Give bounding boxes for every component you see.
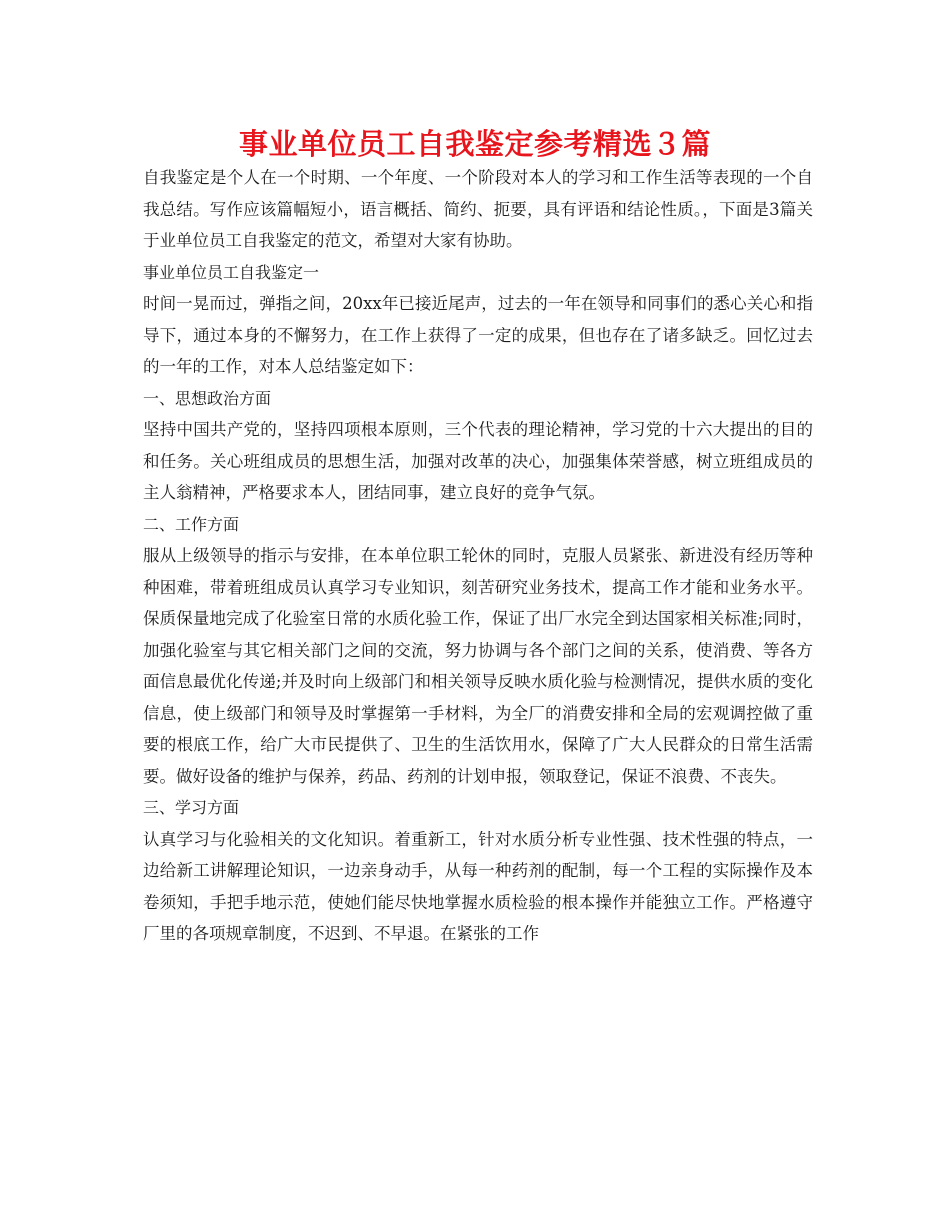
study-paragraph: 认真学习与化验相关的文化知识。着重新工，针对水质分析专业性强、技术性强的特点，一边给新工讲解理论知识，一边亲身动手，从每一种药剂的配制，每一个工程的实际操作及本卷须知，手把手地示范，使她们能尽快地掌握水质检验的根本操作并能独立工作。严格遵守厂里的各项规章制度，不迟到、不早退。在紧张的工作: [143, 829, 813, 943]
section-heading-study: 三、学习方面: [143, 798, 240, 817]
section-heading-work: 二、工作方面: [143, 514, 240, 534]
opening-paragraph: 时间一晃而过，弹指之间，20xx年已接近尾声，过去的一年在领导和同事们的悉心关心和指导下，通过本身的不懈努力，在工作上获得了一定的成果，但也存在了诸多缺乏。回忆过去的一年的工作，对本人总结鉴定如下：: [143, 294, 813, 376]
ideology-paragraph: 坚持中国共产党的，坚持四项根本原则，三个代表的理论精神，学习党的十六大提出的目的和任务。关心班组成员的思想生活，加强对改革的决心，加强集体荣誉感，树立班组成员的主人翁精神，严格要求本人，团结同事，建立良好的竞争气氛。: [143, 420, 813, 502]
section-heading-self-assessment-one: 事业单位员工自我鉴定一: [143, 262, 320, 282]
document-body: [143, 162, 813, 950]
work-paragraph: 服从上级领导的指示与安排，在本单位职工轮休的同时，克服人员紧张、新进没有经历等种种困难，带着班组成员认真学习专业知识，刻苦研究业务技术，提高工作才能和业务水平。保质保量地完成了化验室日常的水质化验工作，保证了出厂水完全到达国家相关标准;同时，加强化验室与其它相关部门之间的交流，努力协调与各个部门之间的关系，使消费、等各方面信息最优化传递;并及时向上级部门和相关领导反映水质化验与检测情况，提供水质的变化信息，使上级部门和领导及时掌握第一手材料，为全厂的消费安排和全局的宏观调控做了重要的根底工作，给广大市民提供了、卫生的生活饮用水，保障了广大人民群众的日常生活需要。做好设备的维护与保养，药品、药剂的计划申报，领取登记，保证不浪费、不丧失。: [143, 546, 813, 786]
intro-paragraph: 自我鉴定是个人在一个时期、一个年度、一个阶段对本人的学习和工作生活等表现的一个自我总结。写作应该篇幅短小，语言概括、简约、扼要，具有评语和结论性质。，下面是3篇关于业单位员工自我鉴定的范文，希望对大家有协助。: [143, 168, 813, 250]
section-heading-ideology: 一、思想政治方面: [143, 388, 272, 408]
document-title: 事业单位员工自我鉴定参考精选３篇: [238, 127, 711, 161]
